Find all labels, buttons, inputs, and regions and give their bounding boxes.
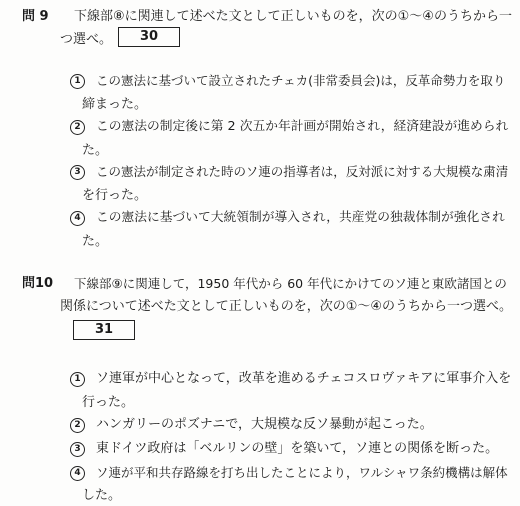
answer-box-31: 31 bbox=[73, 320, 135, 340]
question-9-stem-line2: つ選べ。 bbox=[60, 32, 113, 47]
q9-choice-1-line1: この憲法に基づいて設立されたチェカ(非常委員会)は，反革命勢力を取り bbox=[96, 73, 506, 88]
q9-choice-1-line2: 締まった。 bbox=[82, 97, 148, 112]
question-10-stem-line2: 関係について述べた文として正しいものを，次の①～④のうちから一つ選べ。 bbox=[60, 299, 513, 314]
choice-number-icon: 3 bbox=[70, 165, 85, 180]
question-9-stem-line1: 下線部⑧に関連して述べた文として正しいものを，次の①～④のうちから一 bbox=[74, 9, 512, 24]
question-9-label: 問 9 bbox=[22, 9, 49, 24]
q9-choice-4-line1: この憲法に基づいて大統領制が導入され，共産党の独裁体制が強化され bbox=[96, 210, 505, 225]
q10-choice-4-line1: ソ連が平和共存路線を打ち出したことにより，ワルシャワ条約機構は解体 bbox=[96, 465, 508, 480]
choice-number-icon: 2 bbox=[70, 418, 85, 433]
question-10-stem-line1: 下線部⑨に関連して，1950 年代から 60 年代にかけてのソ連と東欧諸国との bbox=[74, 276, 507, 291]
q10-choice-2-line1: ハンガリーのポズナニで，大規模な反ソ暴動が起こった。 bbox=[96, 417, 433, 432]
q10-choice-1-line1: ソ連軍が中心となって，改革を進めるチェコスロヴァキアに軍事介入を bbox=[96, 371, 512, 386]
choice-number-icon: 2 bbox=[70, 120, 85, 135]
q9-choice-2-line1: この憲法の制定後に第 2 次五か年計画が開始され，経済建設が進められ bbox=[96, 119, 509, 134]
q10-choice-1-line2: 行った。 bbox=[82, 395, 135, 410]
q9-choice-3-line2: を行った。 bbox=[82, 188, 148, 203]
answer-box-30: 30 bbox=[118, 27, 180, 47]
choice-number-icon: 1 bbox=[70, 372, 85, 387]
q9-choice-2-line2: た。 bbox=[82, 143, 109, 158]
choice-number-icon: 4 bbox=[70, 466, 85, 481]
choice-number-icon: 4 bbox=[70, 211, 85, 226]
choice-number-icon: 1 bbox=[70, 74, 85, 89]
q9-choice-3-line1: この憲法が制定された時のソ連の指導者は，反対派に対する大規模な粛清 bbox=[96, 164, 509, 179]
q10-choice-4-line2: した。 bbox=[82, 488, 122, 503]
question-10-label: 問10 bbox=[22, 276, 54, 291]
q10-choice-3-line1: 東ドイツ政府は「ベルリンの壁」を築いて，ソ連との関係を断った。 bbox=[96, 441, 499, 456]
choice-number-icon: 3 bbox=[70, 442, 85, 457]
q9-choice-4-line2: た。 bbox=[82, 234, 109, 249]
